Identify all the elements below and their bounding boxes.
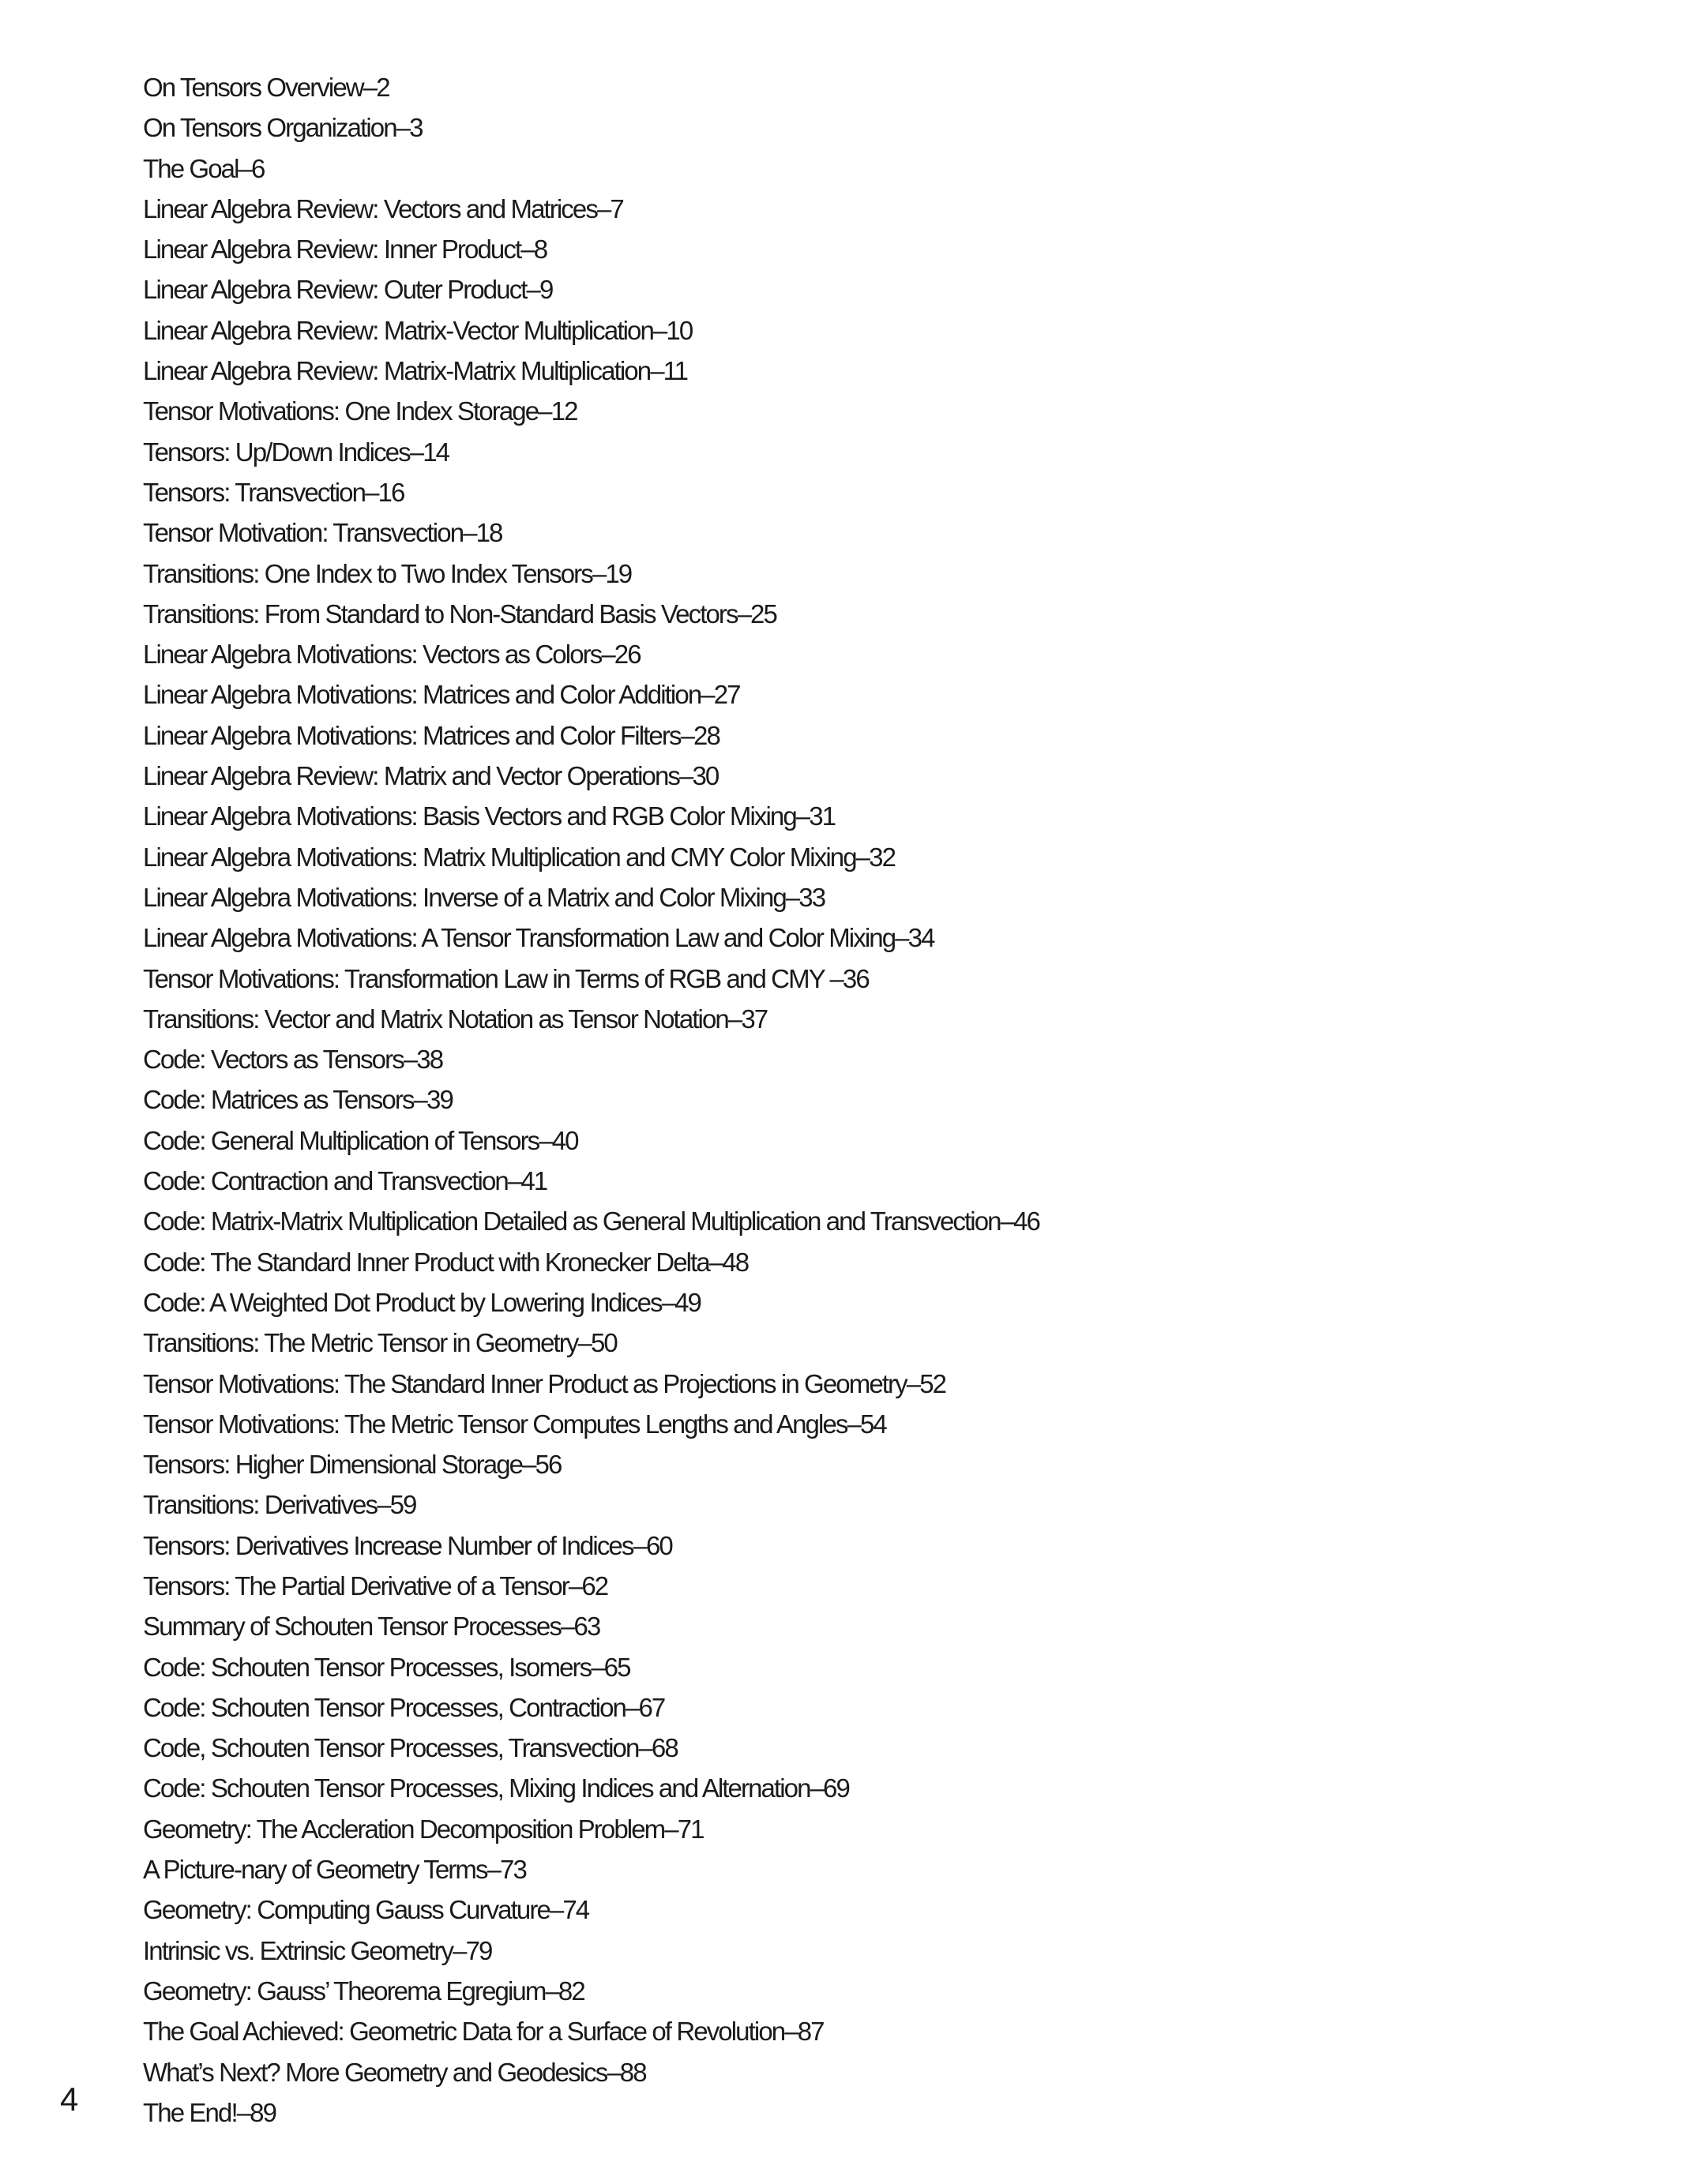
toc-entry: Linear Algebra Motivations: Matrix Multiplication and CMY Color Mixing–32: [143, 842, 896, 872]
toc-entry: Code: The Standard Inner Product with Kronecker Delta–48: [143, 1247, 749, 1277]
toc-entry: Code, Schouten Tensor Processes, Transvection–68: [143, 1733, 678, 1763]
toc-entry: Geometry: Computing Gauss Curvature–74: [143, 1895, 589, 1925]
toc-entry: Linear Algebra Review: Outer Product–9: [143, 275, 553, 305]
toc-entry: Linear Algebra Motivations: Basis Vectors and RGB Color Mixing–31: [143, 801, 836, 831]
toc-entry: Tensor Motivation: Transvection–18: [143, 518, 502, 548]
toc-entry: Tensors: Derivatives Increase Number of Indices–60: [143, 1530, 672, 1560]
toc-entry: Tensors: The Partial Derivative of a Tensor–62: [143, 1570, 608, 1600]
toc-entry: Tensor Motivations: Transformation Law in Terms of RGB and CMY –36: [143, 963, 869, 993]
toc-entry: Linear Algebra Motivations: Vectors as Colors–26: [143, 640, 641, 670]
toc-entry: Code: Matrix-Matrix Multiplication Detailed as General Multiplication and Transvection–46: [143, 1206, 1039, 1236]
toc-entry: Linear Algebra Motivations: Matrices and Color Filters–28: [143, 720, 720, 750]
toc-entry: On Tensors Overview–2: [143, 73, 389, 102]
toc-entry: Tensor Motivations: The Standard Inner Product as Projections in Geometry–52: [143, 1368, 946, 1398]
toc-entry: The End!–89: [143, 2097, 276, 2127]
toc-entry: Code: General Multiplication of Tensors–40: [143, 1125, 578, 1155]
toc-entry: Tensor Motivations: One Index Storage–12: [143, 396, 577, 426]
toc-entry: Code: Schouten Tensor Processes, Contraction–67: [143, 1692, 665, 1722]
toc-entry: Code: Contraction and Transvection–41: [143, 1166, 547, 1196]
toc-entry: Summary of Schouten Tensor Processes–63: [143, 1612, 600, 1642]
toc-entry: Transitions: From Standard to Non-Standard Basis Vectors–25: [143, 599, 776, 629]
toc-entry: A Picture-nary of Geometry Terms–73: [143, 1855, 526, 1885]
toc-entry: The Goal Achieved: Geometric Data for a Surface of Revolution–87: [143, 2017, 824, 2047]
table-of-contents: [143, 67, 1039, 2133]
toc-entry: Linear Algebra Motivations: A Tensor Transformation Law and Color Mixing–34: [143, 923, 934, 953]
toc-entry: Geometry: The Accleration Decomposition Problem–71: [143, 1814, 704, 1844]
toc-entry: Linear Algebra Review: Matrix-Matrix Multiplication–11: [143, 356, 688, 386]
toc-entry: Code: Vectors as Tensors–38: [143, 1045, 443, 1075]
toc-entry: The Goal–6: [143, 153, 265, 183]
toc-entry: Code: Matrices as Tensors–39: [143, 1085, 453, 1115]
toc-entry: Linear Algebra Review: Matrix-Vector Multiplication–10: [143, 315, 693, 345]
toc-entry: Linear Algebra Review: Inner Product–8: [143, 235, 547, 265]
toc-entry: Transitions: Derivatives–59: [143, 1490, 416, 1520]
toc-entry: Transitions: Vector and Matrix Notation as Tensor Notation–37: [143, 1004, 768, 1034]
toc-entry: Tensor Motivations: The Metric Tensor Computes Lengths and Angles–54: [143, 1409, 886, 1439]
toc-entry: What’s Next? More Geometry and Geodesics–88: [143, 2057, 646, 2087]
toc-entry: Geometry: Gauss’ Theorema Egregium–82: [143, 1976, 584, 2006]
toc-entry: Linear Algebra Review: Matrix and Vector Operations–30: [143, 761, 719, 791]
toc-entry: Intrinsic vs. Extrinsic Geometry–79: [143, 1935, 492, 1965]
toc-entry: Linear Algebra Motivations: Inverse of a Matrix and Color Mixing–33: [143, 882, 825, 912]
toc-entry: Transitions: One Index to Two Index Tensors–19: [143, 558, 632, 588]
toc-entry: Code: Schouten Tensor Processes, Isomers–65: [143, 1652, 630, 1682]
toc-entry: Code: A Weighted Dot Product by Lowering Indices–49: [143, 1287, 701, 1317]
toc-entry: On Tensors Organization–3: [143, 113, 423, 143]
toc-entry: Linear Algebra Review: Vectors and Matrices–7: [143, 193, 623, 223]
toc-entry: Code: Schouten Tensor Processes, Mixing Indices and Alternation–69: [143, 1773, 849, 1803]
toc-entry: Tensors: Transvection–16: [143, 477, 404, 507]
page-number: 4: [60, 2081, 79, 2118]
toc-entry: Tensors: Up/Down Indices–14: [143, 437, 449, 467]
toc-entry: Transitions: The Metric Tensor in Geometry–50: [143, 1328, 617, 1358]
toc-entry: Linear Algebra Motivations: Matrices and Color Addition–27: [143, 680, 740, 710]
toc-entry: Tensors: Higher Dimensional Storage–56: [143, 1450, 562, 1480]
